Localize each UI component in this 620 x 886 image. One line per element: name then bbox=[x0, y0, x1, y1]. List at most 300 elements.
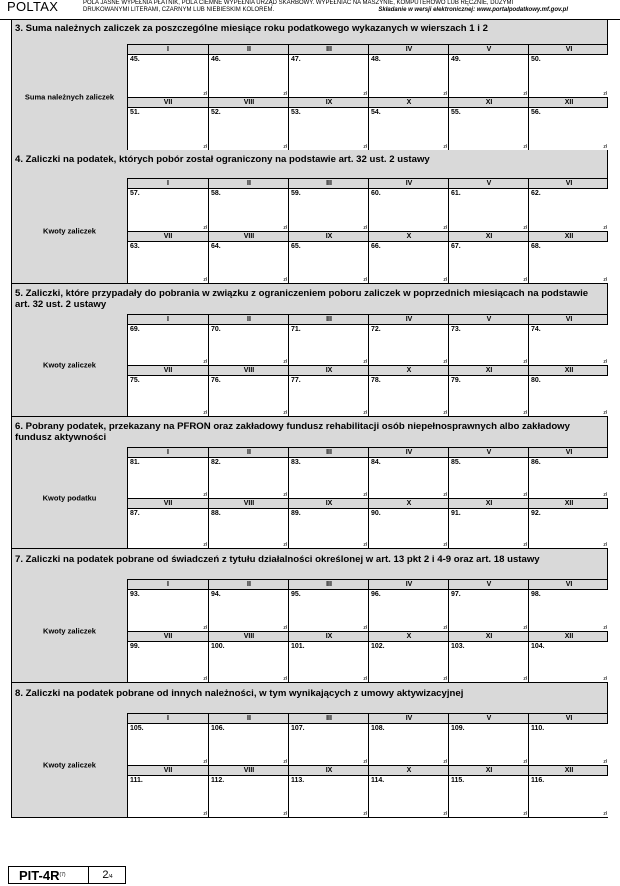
field-number: 61. bbox=[451, 190, 461, 197]
month-header-xi: XI bbox=[448, 632, 529, 642]
month-header-x: X bbox=[368, 232, 449, 242]
currency-label: zł bbox=[523, 542, 527, 548]
currency-label: zł bbox=[203, 91, 207, 97]
currency-label: zł bbox=[203, 224, 207, 231]
month-header-iv: IV bbox=[368, 448, 449, 458]
amount-field[interactable] bbox=[208, 189, 288, 231]
page-total: /4 bbox=[108, 874, 113, 880]
row-label-column bbox=[12, 447, 127, 548]
row-label: Kwoty zaliczek bbox=[43, 226, 96, 235]
amounts-grid bbox=[127, 44, 607, 150]
field-number: 83. bbox=[291, 459, 301, 466]
currency-label: zł bbox=[523, 91, 527, 97]
currency-label: zł bbox=[603, 542, 607, 548]
month-header-x: X bbox=[368, 98, 449, 108]
currency-label: zł bbox=[523, 491, 527, 498]
amount-field[interactable] bbox=[448, 724, 528, 765]
field-number: 71. bbox=[291, 326, 301, 333]
currency-label: zł bbox=[523, 676, 527, 682]
amount-field[interactable] bbox=[128, 509, 208, 549]
currency-label: zł bbox=[203, 676, 207, 682]
amount-field[interactable] bbox=[448, 55, 528, 97]
amount-field[interactable] bbox=[368, 724, 448, 765]
field-number: 48. bbox=[371, 56, 381, 63]
amount-field[interactable] bbox=[448, 189, 528, 231]
currency-label: zł bbox=[603, 759, 607, 765]
amount-field[interactable] bbox=[288, 242, 368, 284]
currency-label: zł bbox=[283, 91, 287, 97]
currency-label: zł bbox=[443, 491, 447, 498]
amount-field[interactable] bbox=[528, 189, 608, 231]
amount-field[interactable] bbox=[208, 458, 288, 498]
currency-label: zł bbox=[603, 491, 607, 498]
section-title-text: 5. Zaliczki, które przypadały do pobrania w związku z ograniczeniem poboru zaliczek w poprzednich miesiącach na podstawie art. 32 ust. 2 ustawy bbox=[15, 288, 589, 310]
field-number: 56. bbox=[531, 109, 541, 116]
currency-label: zł bbox=[363, 359, 367, 365]
field-number: 85. bbox=[451, 459, 461, 466]
amount-field[interactable] bbox=[128, 724, 208, 765]
field-number: 73. bbox=[451, 326, 461, 333]
month-header-xii: XII bbox=[528, 766, 609, 776]
month-header-xii: XII bbox=[528, 499, 609, 509]
fill-instructions bbox=[83, 0, 616, 13]
amount-field[interactable] bbox=[528, 55, 608, 97]
month-header-row bbox=[128, 498, 607, 509]
currency-label: zł bbox=[203, 410, 207, 416]
section-title bbox=[12, 284, 607, 314]
month-header-xii: XII bbox=[528, 632, 609, 642]
row-label-column bbox=[12, 44, 127, 150]
field-number: 92. bbox=[531, 509, 541, 517]
section-title bbox=[12, 20, 607, 44]
currency-label: zł bbox=[443, 91, 447, 97]
month-header-ii: II bbox=[208, 448, 289, 458]
currency-label: zł bbox=[283, 144, 287, 150]
amount-field[interactable] bbox=[528, 376, 608, 416]
month-header-ix: IX bbox=[288, 499, 369, 509]
currency-label: zł bbox=[203, 277, 207, 283]
form-symbol: PIT-4R bbox=[19, 868, 60, 883]
currency-label: zł bbox=[603, 410, 607, 416]
field-number: 63. bbox=[130, 242, 140, 250]
month-header-ii: II bbox=[208, 714, 289, 724]
month-header-row bbox=[128, 231, 607, 242]
currency-label: zł bbox=[603, 144, 607, 150]
page-current: 2 bbox=[102, 869, 109, 881]
amount-field[interactable] bbox=[448, 776, 528, 817]
row-label: Kwoty zaliczek bbox=[43, 360, 96, 370]
currency-label: zł bbox=[363, 277, 367, 283]
field-number: 55. bbox=[451, 109, 461, 116]
section-6 bbox=[11, 417, 608, 549]
field-number: 102. bbox=[371, 642, 385, 650]
row-label: Suma należnych zaliczek bbox=[24, 92, 115, 102]
amount-field[interactable] bbox=[208, 108, 288, 150]
currency-label: zł bbox=[443, 277, 447, 283]
row-label-column bbox=[12, 579, 127, 682]
section-8 bbox=[11, 683, 608, 818]
currency-label: zł bbox=[283, 624, 287, 631]
field-number: 82. bbox=[211, 459, 221, 466]
form-version: (7) bbox=[59, 872, 66, 878]
amount-field[interactable] bbox=[288, 325, 368, 365]
field-number: 49. bbox=[451, 56, 461, 63]
month-header-iii: III bbox=[288, 45, 369, 55]
currency-label: zł bbox=[603, 676, 607, 682]
currency-label: zł bbox=[363, 624, 367, 631]
currency-label: zł bbox=[363, 676, 367, 682]
month-header-x: X bbox=[368, 766, 449, 776]
month-header-ix: IX bbox=[288, 232, 369, 242]
amount-field[interactable] bbox=[288, 642, 368, 683]
month-header-v: V bbox=[448, 315, 529, 325]
amount-field[interactable] bbox=[128, 642, 208, 683]
amount-field[interactable] bbox=[528, 776, 608, 817]
month-header-ii: II bbox=[208, 45, 289, 55]
currency-label: zł bbox=[363, 491, 367, 498]
row-label-column bbox=[12, 713, 127, 817]
month-header-ix: IX bbox=[288, 366, 369, 376]
month-header-iv: IV bbox=[368, 580, 449, 590]
currency-label: zł bbox=[363, 91, 367, 97]
amount-field[interactable] bbox=[128, 590, 208, 631]
currency-label: zł bbox=[363, 759, 367, 765]
amount-field[interactable] bbox=[368, 189, 448, 231]
section-title-text: 7. Zaliczki na podatek pobrane od świadczeń z tytułu działalności określonej w art. 13 pkt 2 i 4-9 oraz art. 18 ustawy bbox=[15, 554, 540, 565]
currency-label: zł bbox=[523, 624, 527, 631]
amount-field[interactable] bbox=[368, 509, 448, 549]
amount-field[interactable] bbox=[448, 376, 528, 416]
month-header-viii: VIII bbox=[208, 232, 289, 242]
field-number: 74. bbox=[531, 326, 541, 333]
section-7 bbox=[11, 549, 608, 683]
field-number: 66. bbox=[371, 242, 381, 250]
currency-label: zł bbox=[443, 624, 447, 631]
amount-field[interactable] bbox=[208, 642, 288, 683]
field-number: 45. bbox=[130, 56, 140, 63]
currency-label: zł bbox=[363, 144, 367, 150]
currency-label: zł bbox=[283, 410, 287, 416]
field-number: 112. bbox=[211, 777, 225, 784]
amount-field[interactable] bbox=[528, 242, 608, 284]
currency-label: zł bbox=[523, 811, 527, 817]
field-number: 97. bbox=[451, 591, 461, 598]
month-header-x: X bbox=[368, 632, 449, 642]
currency-label: zł bbox=[363, 811, 367, 817]
section-title bbox=[12, 417, 607, 447]
amount-field[interactable] bbox=[288, 189, 368, 231]
field-number: 69. bbox=[130, 326, 140, 333]
month-header-iii: III bbox=[288, 448, 369, 458]
amount-field[interactable] bbox=[448, 590, 528, 631]
month-header-ii: II bbox=[208, 580, 289, 590]
field-number: 111. bbox=[130, 777, 143, 784]
field-number: 104. bbox=[531, 642, 545, 650]
month-header-i: I bbox=[167, 316, 169, 323]
amount-field[interactable] bbox=[448, 642, 528, 683]
poltax-logo: POLTAX bbox=[7, 0, 59, 14]
month-header-v: V bbox=[448, 448, 529, 458]
currency-label: zł bbox=[523, 759, 527, 765]
amount-field[interactable] bbox=[448, 242, 528, 284]
currency-label: zł bbox=[363, 410, 367, 416]
amount-field[interactable] bbox=[208, 776, 288, 817]
field-number: 93. bbox=[130, 591, 140, 598]
month-header-xi: XI bbox=[448, 98, 529, 108]
amount-field[interactable] bbox=[128, 242, 208, 284]
section-title-text: 6. Pobrany podatek, przekazany na PFRON oraz zakładowy fundusz rehabilitacji osób niepełnosprawnych albo zakładowy fundusz aktywności bbox=[15, 421, 570, 443]
field-number: 108. bbox=[371, 725, 385, 732]
month-header-row bbox=[128, 579, 607, 590]
amount-field[interactable] bbox=[368, 242, 448, 284]
amount-field[interactable] bbox=[288, 724, 368, 765]
month-header-i: I bbox=[167, 449, 169, 456]
field-number: 101. bbox=[291, 642, 305, 650]
field-number: 76. bbox=[211, 377, 221, 384]
currency-label: zł bbox=[443, 359, 447, 365]
currency-label: zł bbox=[443, 144, 447, 150]
month-header-viii: VIII bbox=[208, 632, 289, 642]
section-title bbox=[12, 150, 607, 178]
field-number: 70. bbox=[211, 326, 221, 333]
amount-field[interactable] bbox=[208, 376, 288, 416]
amount-field[interactable] bbox=[368, 590, 448, 631]
amount-field[interactable] bbox=[448, 325, 528, 365]
month-header-i: I bbox=[167, 46, 169, 53]
field-number: 64. bbox=[211, 242, 221, 250]
month-header-vii: VII bbox=[163, 99, 173, 106]
amount-field[interactable] bbox=[288, 509, 368, 549]
field-number: 109. bbox=[451, 725, 465, 732]
month-header-iv: IV bbox=[368, 179, 449, 189]
form-id bbox=[19, 868, 66, 883]
section-title-text: 3. Suma należnych zaliczek za poszczególne miesiące roku podatkowego wykazanych w wierszach 1 i 2 bbox=[15, 23, 488, 34]
amounts-grid bbox=[127, 579, 607, 682]
amount-field[interactable] bbox=[128, 776, 208, 817]
field-number: 59. bbox=[291, 190, 301, 197]
field-number: 65. bbox=[291, 242, 301, 250]
amount-field[interactable] bbox=[128, 458, 208, 498]
amount-field[interactable] bbox=[288, 108, 368, 150]
amount-field[interactable] bbox=[208, 55, 288, 97]
currency-label: zł bbox=[203, 144, 207, 150]
amount-field[interactable] bbox=[448, 509, 528, 549]
row-label-column bbox=[12, 314, 127, 416]
month-header-i: I bbox=[167, 581, 169, 588]
amount-field[interactable] bbox=[448, 458, 528, 498]
currency-label: zł bbox=[523, 144, 527, 150]
field-number: 57. bbox=[130, 190, 140, 197]
month-header-iv: IV bbox=[368, 714, 449, 724]
currency-label: zł bbox=[603, 91, 607, 97]
month-header-xi: XI bbox=[448, 766, 529, 776]
field-number: 114. bbox=[371, 777, 385, 784]
month-header-ix: IX bbox=[288, 632, 369, 642]
field-number: 88. bbox=[211, 509, 221, 517]
month-header-viii: VIII bbox=[208, 766, 289, 776]
currency-label: zł bbox=[203, 811, 207, 817]
currency-label: zł bbox=[283, 811, 287, 817]
month-header-xi: XI bbox=[448, 232, 529, 242]
row-label: Kwoty zaliczek bbox=[43, 626, 96, 635]
field-number: 68. bbox=[531, 242, 541, 250]
page-header bbox=[0, 0, 620, 20]
month-header-row bbox=[128, 713, 607, 724]
amount-field[interactable] bbox=[528, 509, 608, 549]
field-number: 46. bbox=[211, 56, 221, 63]
month-header-iv: IV bbox=[368, 45, 449, 55]
amount-field[interactable] bbox=[368, 458, 448, 498]
month-header-v: V bbox=[448, 580, 529, 590]
amount-field[interactable] bbox=[208, 509, 288, 549]
month-header-xi: XI bbox=[448, 499, 529, 509]
month-header-vii: VII bbox=[163, 767, 173, 774]
section-3 bbox=[11, 19, 608, 150]
currency-label: zł bbox=[283, 277, 287, 283]
amount-field[interactable] bbox=[128, 108, 208, 150]
month-header-row bbox=[128, 178, 607, 189]
field-number: 115. bbox=[451, 777, 465, 784]
currency-label: zł bbox=[523, 359, 527, 365]
month-header-vii: VII bbox=[163, 367, 173, 374]
amount-field[interactable] bbox=[368, 325, 448, 365]
section-5 bbox=[11, 284, 608, 417]
amount-field[interactable] bbox=[288, 55, 368, 97]
amount-field[interactable] bbox=[528, 724, 608, 765]
month-header-vii: VII bbox=[163, 499, 173, 507]
field-number: 47. bbox=[291, 56, 301, 63]
month-header-xii: XII bbox=[528, 366, 609, 376]
currency-label: zł bbox=[603, 277, 607, 283]
month-header-row bbox=[128, 365, 607, 376]
month-header-ix: IX bbox=[288, 766, 369, 776]
amount-field[interactable] bbox=[368, 55, 448, 97]
amount-field[interactable] bbox=[288, 590, 368, 631]
electronic-filing-note: Składanie w wersji elektronicznej: www.portalpodatkowy.mf.gov.pl bbox=[378, 6, 568, 13]
amount-field[interactable] bbox=[448, 108, 528, 150]
field-number: 72. bbox=[371, 326, 381, 333]
amounts-grid bbox=[127, 713, 607, 817]
field-number: 106. bbox=[211, 725, 225, 732]
month-header-i: I bbox=[167, 180, 169, 187]
amount-field[interactable] bbox=[528, 590, 608, 631]
month-header-row bbox=[128, 314, 607, 325]
currency-label: zł bbox=[203, 491, 207, 498]
field-number: 90. bbox=[371, 509, 381, 517]
currency-label: zł bbox=[603, 359, 607, 365]
field-number: 91. bbox=[451, 509, 461, 517]
amount-field[interactable] bbox=[288, 776, 368, 817]
currency-label: zł bbox=[603, 624, 607, 631]
amount-field[interactable] bbox=[128, 376, 208, 416]
amount-field[interactable] bbox=[128, 189, 208, 231]
currency-label: zł bbox=[443, 224, 447, 231]
field-number: 51. bbox=[130, 109, 140, 116]
field-number: 54. bbox=[371, 109, 381, 116]
month-header-vi: VI bbox=[528, 179, 609, 189]
amount-field[interactable] bbox=[368, 642, 448, 683]
currency-label: zł bbox=[203, 542, 207, 548]
month-header-iii: III bbox=[288, 714, 369, 724]
field-number: 107. bbox=[291, 725, 305, 732]
amount-field[interactable] bbox=[288, 376, 368, 416]
amount-field[interactable] bbox=[528, 458, 608, 498]
amount-field[interactable] bbox=[208, 590, 288, 631]
month-header-vi: VI bbox=[528, 448, 609, 458]
month-header-iii: III bbox=[288, 315, 369, 325]
field-number: 53. bbox=[291, 109, 301, 116]
amounts-grid bbox=[127, 178, 607, 283]
amount-field[interactable] bbox=[208, 724, 288, 765]
field-number: 77. bbox=[291, 377, 301, 384]
page-number bbox=[88, 867, 126, 883]
field-number: 116. bbox=[531, 777, 545, 784]
field-number: 78. bbox=[371, 377, 381, 384]
amount-field[interactable] bbox=[208, 325, 288, 365]
instructions-line-1: POLA JASNE WYPEŁNIA PŁATNIK, POLA CIEMNE WYPEŁNIA URZĄD SKARBOWY. WYPEŁNIAĆ NA MASZYNIE, KOMPUTEROWO LUB RĘCZNIE, DUŻYMI bbox=[83, 0, 514, 6]
month-header-v: V bbox=[448, 45, 529, 55]
currency-label: zł bbox=[443, 542, 447, 548]
amount-field[interactable] bbox=[528, 642, 608, 683]
month-header-vii: VII bbox=[163, 632, 173, 640]
month-header-xii: XII bbox=[528, 98, 609, 108]
month-header-vi: VI bbox=[528, 45, 609, 55]
field-number: 95. bbox=[291, 591, 301, 598]
field-number: 80. bbox=[531, 377, 541, 384]
month-header-iii: III bbox=[288, 580, 369, 590]
month-header-viii: VIII bbox=[208, 499, 289, 509]
field-number: 113. bbox=[291, 777, 305, 784]
field-number: 105. bbox=[130, 725, 144, 732]
month-header-x: X bbox=[368, 499, 449, 509]
month-header-viii: VIII bbox=[208, 366, 289, 376]
currency-label: zł bbox=[443, 410, 447, 416]
currency-label: zł bbox=[283, 224, 287, 231]
amount-field[interactable] bbox=[128, 55, 208, 97]
instructions-line-2: DRUKOWANYMI LITERAMI, CZARNYM LUB NIEBIESKIM KOLOREM. bbox=[83, 6, 275, 13]
amount-field[interactable] bbox=[368, 776, 448, 817]
month-header-vi: VI bbox=[528, 315, 609, 325]
amounts-grid bbox=[127, 314, 607, 416]
currency-label: zł bbox=[283, 759, 287, 765]
month-header-iv: IV bbox=[368, 315, 449, 325]
month-header-v: V bbox=[448, 714, 529, 724]
currency-label: zł bbox=[603, 811, 607, 817]
currency-label: zł bbox=[203, 759, 207, 765]
field-number: 67. bbox=[451, 242, 461, 250]
currency-label: zł bbox=[283, 676, 287, 682]
month-header-xii: XII bbox=[528, 232, 609, 242]
currency-label: zł bbox=[523, 277, 527, 283]
currency-label: zł bbox=[443, 811, 447, 817]
amount-field[interactable] bbox=[128, 325, 208, 365]
amount-field[interactable] bbox=[528, 325, 608, 365]
amount-field[interactable] bbox=[528, 108, 608, 150]
field-number: 58. bbox=[211, 190, 221, 197]
currency-label: zł bbox=[283, 542, 287, 548]
amount-field[interactable] bbox=[288, 458, 368, 498]
row-label-column bbox=[12, 178, 127, 283]
section-title bbox=[12, 683, 607, 713]
amount-field[interactable] bbox=[208, 242, 288, 284]
currency-label: zł bbox=[523, 410, 527, 416]
amount-field[interactable] bbox=[368, 376, 448, 416]
amount-field[interactable] bbox=[368, 108, 448, 150]
form-footer bbox=[8, 866, 126, 884]
field-number: 81. bbox=[130, 459, 140, 466]
field-number: 100. bbox=[211, 642, 225, 650]
field-number: 50. bbox=[531, 56, 541, 63]
